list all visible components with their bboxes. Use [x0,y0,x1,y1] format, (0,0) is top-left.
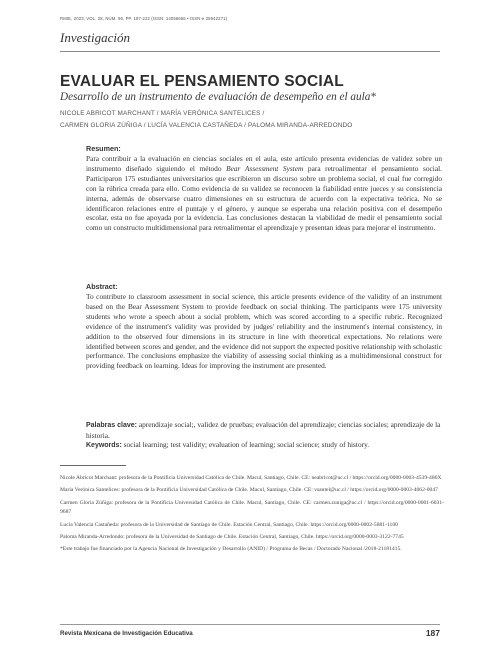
footnote: Nicole Abricot Marchant: profesora de la Pontificia Universidad Católica de Chile. Macul, Santiago, Chile. CE: neabricot@uc.cl / https://orcid.org/0000-0003-4539-486X [60,475,442,481]
author-line: NICOLE ABRICOT MARCHANT / MARÍA VERÓNICA SANTELICES / [60,110,265,117]
keywords-en-text: social learning; test validity; evaluation of learning; social science; study of history. [121,440,370,449]
resumen-text-cont: para retroalimentar el pensamiento social. Participaron 175 estudiantes universitarios que escribieron un discurso sobre un problema social, el cual fue corregido con la rúbrica creada para ello. Como evidencia de su validez se reconocen la fiabilidad entre jueces y su consistencia interna, además de observarse cuatro dimensiones en su estructura de acuerdo con la expectativa teórica. No se identificaron relaciones entre el puntaje y el género, y aunque se esperaba una relación positiva con el desempeño escolar, esta no fue apoyada por la evidencia. Las conclusiones destacan la viabilidad de medir el pensamiento social como un constructo multidimensional para retroalimentar el aprendizaje y presentan ideas para mejorar el instrumento. [86,163,442,233]
keywords-es-label: Palabras clave: [86,422,137,429]
footnote: María Verónica Santelices: profesora de la Pontificia Universidad Católica de Chile. Macul, Santiago, Chile. CE: vsantel@uc.cl / https://orcid.org/0000-0003-4062-0047 [60,487,438,494]
resumen-heading: Resumen: [86,144,121,153]
keywords-en [86,440,442,451]
abstract-body: To contribute to classroom assessment in social science, this article presents evidence of the validity of an instrument based on the Bear Assessment System to provide feedback on social thinking. The participants were 175 university students who wrote a speech about a social problem, which was scored according to a specific rubric. Recognized evidence of the instrument's validity was provided by judges' reliability and the instrument's internal consistency, in addition to the observed four dimensions in its structure in line with theoretical expectations. No relations were identified between scores and gender, and the evidence did not support the expected positive relationship with scholastic performance. The conclusions emphasize the viability of assessing social thinking as a multidimensional construct for providing feedback on learning. Ideas for improving the instrument are presented. [86,292,442,371]
resumen-text: Para contribuir a la evaluación en ciencias sociales en el aula, este artículo presenta evidencias de validez sobre un instrumento diseñado siguiendo el método [86,154,442,173]
funding-footnote: *Este trabajo fue financiado por la Agencia Nacional de Investigación y Desarrollo (ANID) / Programa de Becas / Doctorado Nacional /2018-21181415. [60,546,402,553]
header-divider [60,51,440,52]
resumen-body [86,154,442,233]
footnote-divider [60,465,126,466]
article-subtitle: Desarrollo de un instrumento de evaluación de desempeño en el aula* [60,91,376,103]
abstract-heading: Abstract: [86,282,118,291]
footer-divider [60,624,440,625]
author-list [60,108,450,132]
journal-name: Revista Mexicana de Investigación Educativa [60,630,193,637]
article-title: EVALUAR EL PENSAMIENTO SOCIAL [60,73,344,90]
keywords-es [86,420,442,440]
footnote: Paloma Miranda-Arredondo: profesora de la Universidad de Santiago de Chile. Estación Central, Santiago, Chile. https://orcid.org/0000-0003-3122-7745 [60,534,404,541]
footnote: Lucía Valencia Castañeda: profesora de la Universidad de Santiago de Chile. Estación Central, Santiago, Chile. https://orcid.org/0000-0002-5881-1100 [60,521,398,528]
section-label: Investigación [60,30,131,45]
journal-citation-line: RMIE, 2023, VOL. 28, NÚM. 96, PP. 187-222 (ISSN: 14056666 • ISSN-e 25942271) [60,16,228,21]
footnote: Carmen Gloria Zúñiga: profesora de la Pontificia Universidad Católica de Chile. Macul, Santiago, Chile. CE: carmen.zuniga@uc.cl / https://orcid.org/0000-0001-6031-9687 [60,499,444,516]
method-name: Bear Assessment System [226,163,304,173]
page-number: 187 [425,628,440,638]
keywords-en-label: Keywords: [86,442,122,449]
author-footnotes [60,474,444,558]
author-line: CARMEN GLORIA ZÚÑIGA / LUCÍA VALENCIA CASTAÑEDA / PALOMA MIRANDA-ARREDONDO [60,122,353,129]
keywords-es-text: aprendizaje social;, validez de pruebas; evaluación del aprendizaje; ciencias sociales; aprendizaje de la historia. [86,420,441,440]
